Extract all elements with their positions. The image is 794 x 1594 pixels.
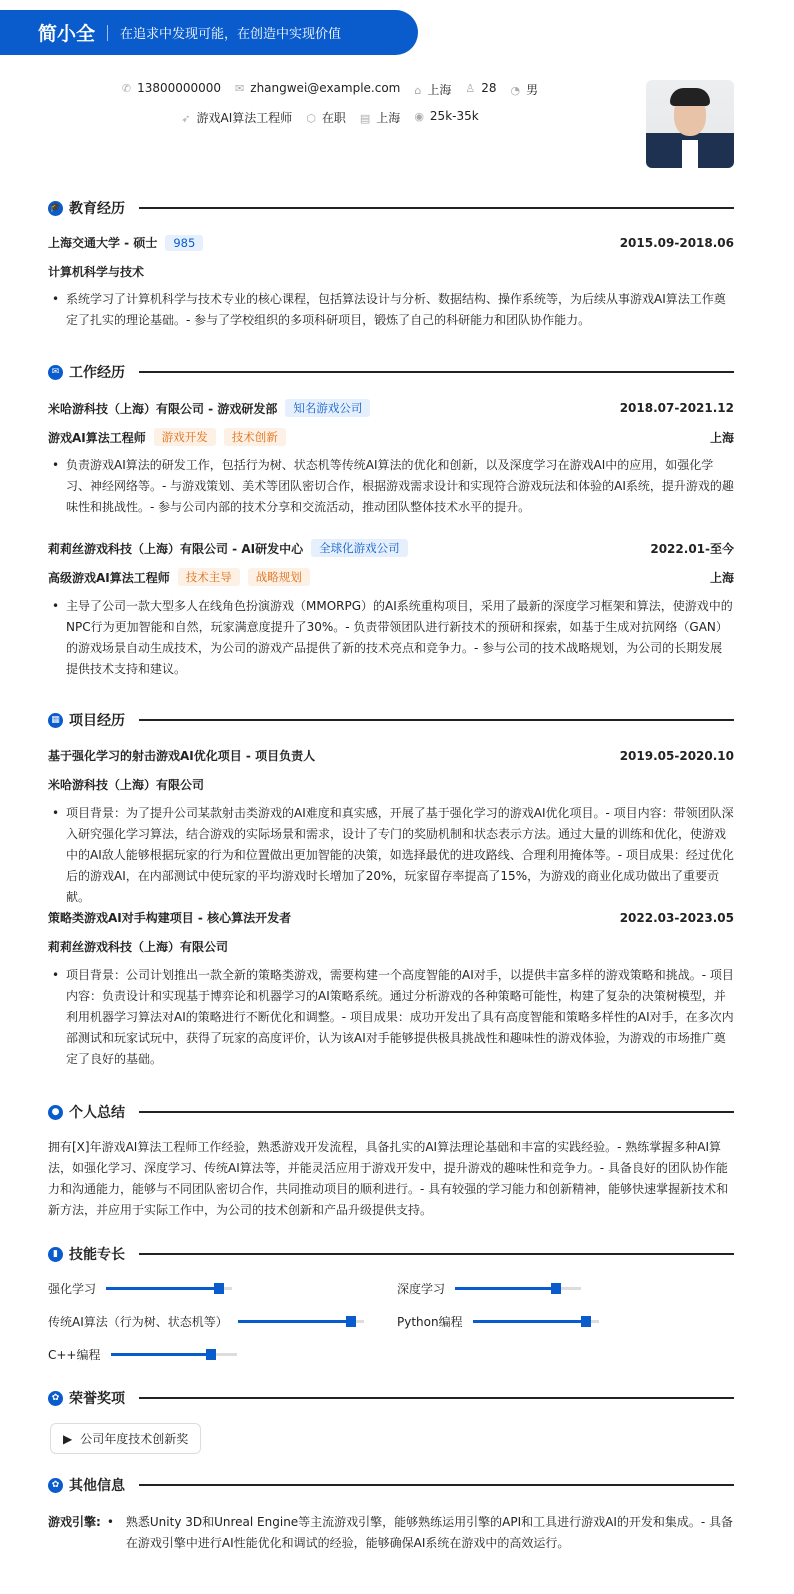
skill-slider[interactable] <box>111 1353 237 1356</box>
skill-item <box>397 1280 581 1297</box>
education-header: 上海交通大学 - 硕士 985 2015.09-2018.06 <box>48 235 734 250</box>
slider-thumb[interactable] <box>214 1283 224 1294</box>
skill-name: C++编程 <box>48 1348 101 1362</box>
city: 上海 <box>427 83 452 97</box>
skill-slider[interactable] <box>455 1287 581 1290</box>
status-icon: ⬡ <box>306 112 316 125</box>
work-header: 莉莉丝游戏科技（上海）有限公司 - AI研发中心 全球化游戏公司 2022.01-至今 <box>48 541 734 556</box>
target-city: 上海 <box>376 111 401 125</box>
section-awards: ✿ 荣誉奖项 <box>48 1388 734 1408</box>
skill-name: Python编程 <box>397 1315 463 1329</box>
candidate-name: 简小全 <box>38 23 96 45</box>
section-summary: ● 个人总结 <box>48 1102 734 1122</box>
skill-slider[interactable] <box>106 1287 232 1290</box>
work-desc: • 负责游戏AI算法的研发工作，包括行为树、状态机等传统AI算法的优化和创新，以及深度学习在游戏AI中的应用，如强化学习、神经网络等。- 与游戏策划、美术等团队密切合作，根据游戏需求设计和实现符合游戏玩法和体验的AI系统，提升游戏的趣味性和挑战性。- 参与公司内部的技术分享和交流活动，推动团队整体技术水平的提升。 <box>48 455 734 518</box>
graduation-cap-icon: 🎓 <box>48 201 63 216</box>
section-other: ✿ 其他信息 <box>48 1475 734 1495</box>
slider-thumb[interactable] <box>346 1316 356 1327</box>
skill-fill <box>473 1320 586 1323</box>
divider <box>107 25 108 41</box>
skill-name: 传统AI算法（行为树、状态机等） <box>48 1315 228 1329</box>
building-icon: ▤ <box>359 112 371 125</box>
salary: 25k-35k <box>429 109 479 123</box>
skill-fill <box>238 1320 351 1323</box>
job: 游戏AI算法工程师 <box>196 111 293 125</box>
award-icon: ✿ <box>48 1391 63 1406</box>
bar-chart-icon: ▮ <box>48 1247 63 1262</box>
triangle-icon: ▶ <box>63 1431 73 1446</box>
skill-fill <box>455 1287 556 1290</box>
section-skills: ▮ 技能专长 <box>48 1244 734 1264</box>
grid-icon: ▦ <box>48 713 63 728</box>
summary-text: 拥有[X]年游戏AI算法工程师工作经验，熟悉游戏开发流程，具备扎实的AI算法理论基础和丰富的实践经验。- 熟练掌握多种AI算法，如强化学习、深度学习、传统AI算法等，并能灵活应用于游戏开发中，提升游戏的趣味性和竞争力。- 具备良好的团队协作能力和沟通能力，能够与不同团队密切合作，共同推动项目的顺利进行。- 具有较强的学习能力和创新精神，能够快速掌握新技术和新方法，并应用于实际工作中，为公司的技术创新和产品升级提供支持。 <box>48 1140 729 1217</box>
other-info: 游戏引擎: • 熟悉Unity 3D和Unreal Engine等主流游戏引擎，能够熟练运用引擎的API和工具进行游戏AI的开发和集成。- 具备在游戏引擎中进行AI性能优化和调试的经验，能够确保AI系统在游戏中的高效运行。 <box>48 1515 734 1550</box>
section-work: ✉ 工作经历 <box>48 362 734 382</box>
gender-icon: ◔ <box>510 84 521 97</box>
skill-slider[interactable] <box>473 1320 599 1323</box>
job-row <box>0 109 660 126</box>
header-banner <box>0 10 418 55</box>
work-desc: • 主导了公司一款大型多人在线角色扮演游戏（MMORPG）的AI系统重构项目，采用了最新的深度学习框架和算法，使游戏中的NPC行为更加智能和自然，玩家满意度提升了30%。- 负责带领团队进行新技术的预研和探索，如基于生成对抗网络（GAN）的游戏场景自动生成技术，为公司的游戏产品提供了新的技术亮点和竞争力。- 参与公司的技术战略规划，为公司的长期发展提供技术支持和建议。 <box>48 596 734 680</box>
phone-icon: ✆ <box>121 82 132 95</box>
email-icon: ✉ <box>235 82 245 95</box>
briefcase-icon: ✉ <box>48 365 63 380</box>
status: 在职 <box>321 111 346 125</box>
skill-item <box>48 1346 237 1363</box>
email: zhangwei@example.com <box>250 81 401 95</box>
skill-fill <box>106 1287 219 1290</box>
slider-thumb[interactable] <box>581 1316 591 1327</box>
project-header: 策略类游戏AI对手构建项目 - 核心算法开发者 2022.03-2023.05 <box>48 910 734 925</box>
info-icon: ✿ <box>48 1478 63 1493</box>
skill-name: 强化学习 <box>48 1282 97 1296</box>
home-icon: ⌂ <box>414 84 422 97</box>
phone: 13800000000 <box>137 81 222 95</box>
skill-item <box>48 1313 364 1330</box>
work-header: 米哈游科技（上海）有限公司 - 游戏研发部 知名游戏公司 2018.07-2021.12 <box>48 401 734 416</box>
contact-row <box>0 81 660 98</box>
award-item[interactable]: ▶ 公司年度技术创新奖 <box>50 1423 201 1454</box>
skill-name: 深度学习 <box>397 1282 446 1296</box>
age-icon: ♙ <box>465 82 476 95</box>
section-education: 🎓 教育经历 <box>48 198 734 218</box>
skill-fill <box>111 1353 212 1356</box>
slider-thumb[interactable] <box>551 1283 561 1294</box>
skill-item <box>397 1313 599 1330</box>
motto: 在追求中发现可能，在创造中实现价值 <box>120 27 342 42</box>
skill-slider[interactable] <box>238 1320 364 1323</box>
section-projects: ▦ 项目经历 <box>48 710 734 730</box>
gender: 男 <box>526 83 539 97</box>
education-desc: • 系统学习了计算机科学与技术专业的核心课程，包括算法设计与分析、数据结构、操作系统等，为后续从事游戏AI算法工作奠定了扎实的理论基础。- 参与了学校组织的多项科研项目，锻炼了自己的科研能力和团队协作能力。 <box>48 289 734 331</box>
major: 计算机科学与技术 <box>48 265 145 279</box>
avatar <box>646 80 734 168</box>
skill-item <box>48 1280 232 1297</box>
project-desc: • 项目背景：公司计划推出一款全新的策略类游戏，需要构建一个高度智能的AI对手，以提供丰富多样的游戏策略和挑战。- 项目内容：负责设计和实现基于博弈论和机器学习的AI策略系统。通过分析游戏的各种策略可能性，构建了复杂的决策树模型，并利用机器学习算法对AI的策略进行不断优化和调整。- 项目成果：成功开发出了具有高度智能和策略多样性的AI对手，在多次内部测试和玩家试玩中，获得了玩家的高度评价，认为该AI对手能够提供极具挑战性和趣味性的游戏体验，为游戏的市场推广奠定了良好的基础。 <box>48 965 734 1070</box>
project-desc: • 项目背景：为了提升公司某款射击类游戏的AI难度和真实感，开展了基于强化学习的游戏AI优化项目。- 项目内容：带领团队深入研究强化学习算法，结合游戏的实际场景和需求，设计了专门的奖励机制和状态表示方法。通过大量的训练和优化，使游戏中的AI敌人能够根据玩家的行为和位置做出更加智能的决策，如选择最优的进攻路线、合理利用掩体等。- 项目成果：经过优化后的游戏AI，在内部测试中使玩家的平均游戏时长增加了20%，玩家留存率提高了15%，为游戏的商业化成功做出了重要贡献。 <box>48 803 734 908</box>
user-icon: ● <box>48 1105 63 1120</box>
age: 28 <box>481 81 497 95</box>
salary-icon: ◉ <box>414 110 424 123</box>
project-header: 基于强化学习的射击游戏AI优化项目 - 项目负责人 2019.05-2020.10 <box>48 748 734 763</box>
send-icon: ➶ <box>181 112 191 125</box>
slider-thumb[interactable] <box>206 1349 216 1360</box>
